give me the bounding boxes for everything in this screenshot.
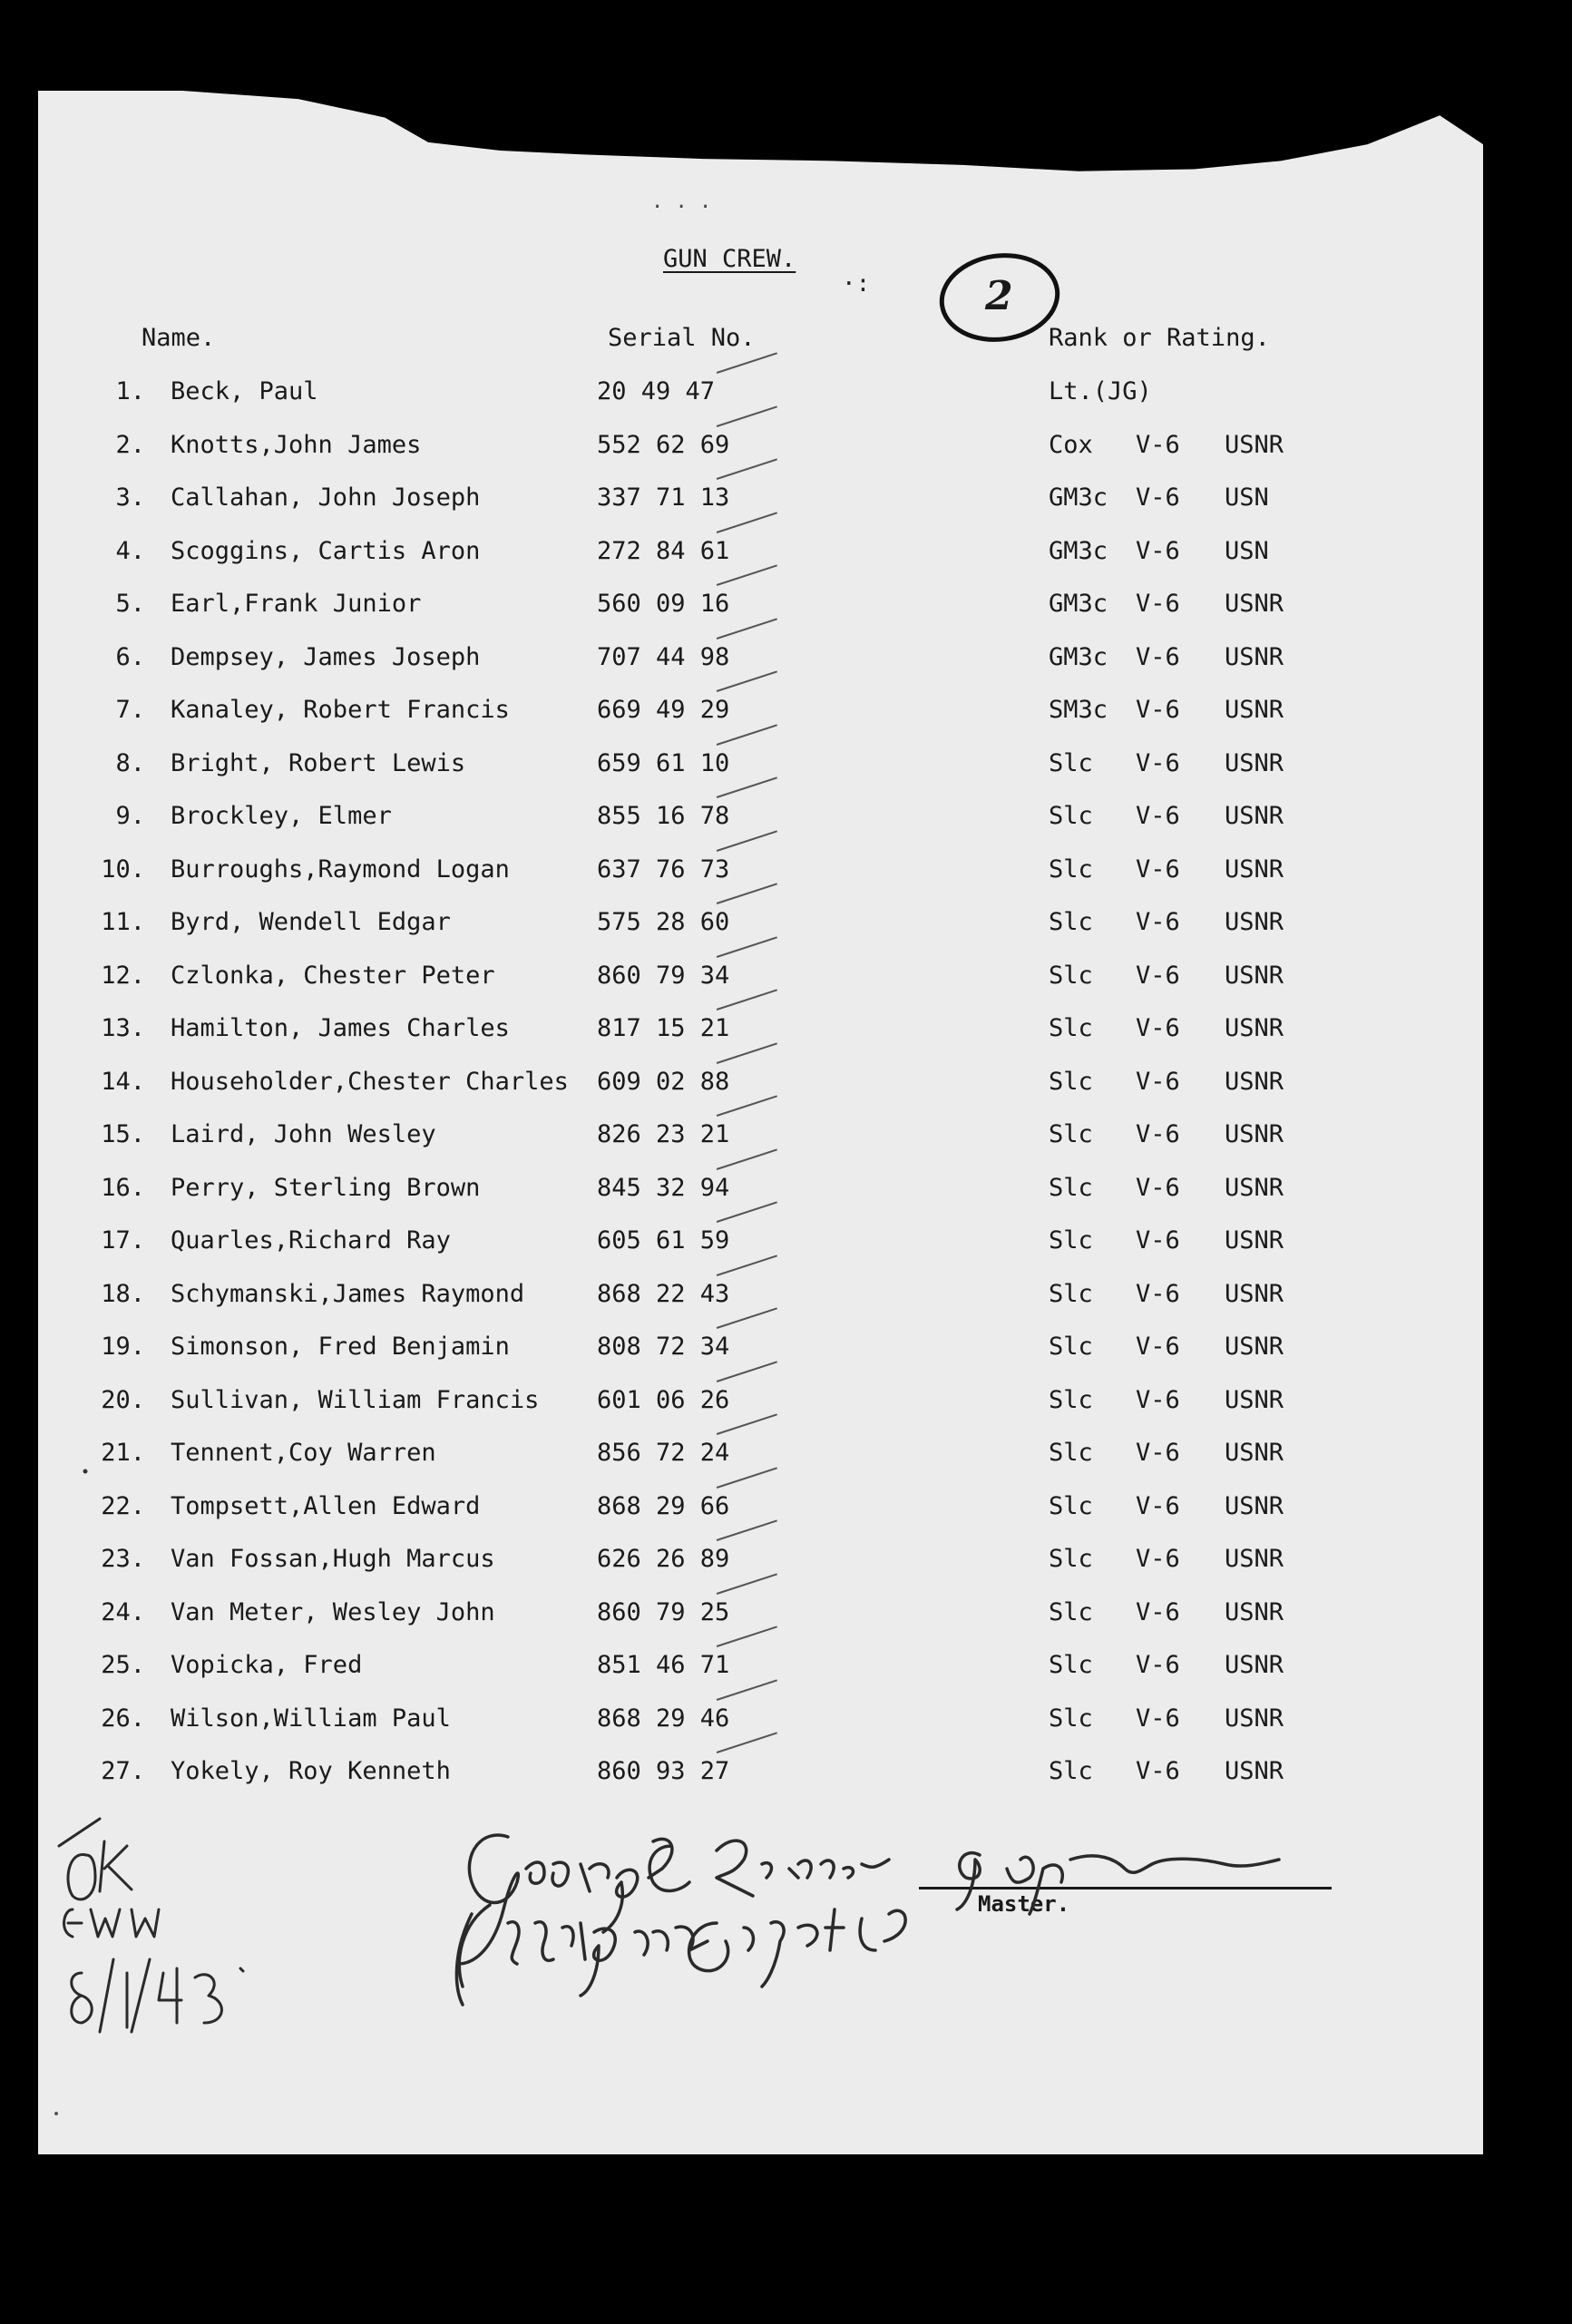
header-serial: Serial No. <box>608 324 756 352</box>
crew-class: V-6 <box>1136 1704 1180 1733</box>
margin-note-handwriting <box>59 1819 243 2032</box>
inspector-signature-line2 <box>456 1905 905 2005</box>
crew-service: USNR <box>1225 749 1284 777</box>
crew-service: USNR <box>1225 1651 1284 1679</box>
crew-rank: Slc <box>1049 1439 1093 1467</box>
crew-class: V-6 <box>1136 1280 1180 1308</box>
crew-number: 21. <box>101 1439 145 1467</box>
crew-class: V-6 <box>1136 908 1180 936</box>
crew-serial: 669 49 29 <box>597 696 730 724</box>
crew-rank: Slc <box>1049 1120 1093 1148</box>
crew-service: USNR <box>1225 908 1284 936</box>
crew-class: V-6 <box>1136 1545 1180 1573</box>
crew-rank: Lt.(JG) <box>1049 377 1152 405</box>
crew-class: V-6 <box>1136 855 1180 884</box>
crew-rank: Slc <box>1049 855 1093 884</box>
crew-number: 8. <box>115 749 145 777</box>
crew-name: Yokely, Roy Kenneth <box>171 1757 451 1785</box>
crew-number: 2. <box>115 431 145 459</box>
crew-name: Laird, John Wesley <box>171 1120 436 1148</box>
crew-name: Vopicka, Fred <box>171 1651 363 1679</box>
crew-rank: SM3c <box>1049 696 1108 724</box>
crew-number: 1. <box>115 377 145 405</box>
crew-number: 14. <box>101 1068 145 1096</box>
crew-rank: Slc <box>1049 1545 1093 1573</box>
crew-serial: 626 26 89 <box>597 1545 730 1573</box>
crew-serial: 856 72 24 <box>597 1439 730 1467</box>
crew-service: USNR <box>1225 643 1284 671</box>
crew-number: 23. <box>101 1545 145 1573</box>
crew-service: USNR <box>1225 962 1284 990</box>
crew-name: Householder,Chester Charles <box>171 1068 569 1096</box>
crew-number: 19. <box>101 1333 145 1361</box>
crew-serial: 560 09 16 <box>597 590 730 618</box>
crew-rank: Slc <box>1049 1014 1093 1042</box>
crew-number: 25. <box>101 1651 145 1679</box>
crew-name: Bright, Robert Lewis <box>171 749 466 777</box>
crew-class: V-6 <box>1136 696 1180 724</box>
crew-name: Tompsett,Allen Edward <box>171 1492 481 1520</box>
crew-class: V-6 <box>1136 1598 1180 1626</box>
crew-serial: 851 46 71 <box>597 1651 730 1679</box>
crew-name: Byrd, Wendell Edgar <box>171 908 451 936</box>
crew-rank: Slc <box>1049 1757 1093 1785</box>
document-title: GUN CREW. <box>663 245 796 273</box>
crew-service: USNR <box>1225 431 1284 459</box>
header-name: Name. <box>142 324 216 352</box>
stray-marks: ·: <box>842 270 871 298</box>
crew-number: 18. <box>101 1280 145 1308</box>
crew-class: V-6 <box>1136 643 1180 671</box>
crew-service: USN <box>1225 537 1269 565</box>
crew-name: Schymanski,James Raymond <box>171 1280 525 1308</box>
crew-number: 22. <box>101 1492 145 1520</box>
crew-class: V-6 <box>1136 749 1180 777</box>
crew-number: 3. <box>115 483 145 512</box>
crew-name: Perry, Sterling Brown <box>171 1174 481 1202</box>
crew-name: Van Meter, Wesley John <box>171 1598 495 1626</box>
crew-rank: Slc <box>1049 802 1093 830</box>
crew-serial: 609 02 88 <box>597 1068 730 1096</box>
crew-name: Simonson, Fred Benjamin <box>171 1333 510 1361</box>
crew-service: USNR <box>1225 1226 1284 1255</box>
crew-name: Knotts,John James <box>171 431 422 459</box>
crew-number: 17. <box>101 1226 145 1255</box>
crew-name: Tennent,Coy Warren <box>171 1439 436 1467</box>
crew-serial: 659 61 10 <box>597 749 730 777</box>
crew-class: V-6 <box>1136 962 1180 990</box>
crew-rank: Slc <box>1049 749 1093 777</box>
crew-service: USN <box>1225 483 1269 512</box>
crew-name: Beck, Paul <box>171 377 318 405</box>
crew-service: USNR <box>1225 1545 1284 1573</box>
crew-number: 10. <box>101 855 145 884</box>
crew-rank: Slc <box>1049 1280 1093 1308</box>
crew-name: Quarles,Richard Ray <box>171 1226 451 1255</box>
crew-number: 27. <box>101 1757 145 1785</box>
crew-number: 6. <box>115 643 145 671</box>
crew-name: Kanaley, Robert Francis <box>171 696 510 724</box>
crew-rank: GM3c <box>1049 590 1108 618</box>
crew-rank: GM3c <box>1049 643 1108 671</box>
crew-service: USNR <box>1225 1120 1284 1148</box>
crew-rank: GM3c <box>1049 537 1108 565</box>
crew-number: 5. <box>115 590 145 618</box>
crew-class: V-6 <box>1136 1439 1180 1467</box>
crew-serial: 552 62 69 <box>597 431 730 459</box>
crew-rank: Slc <box>1049 908 1093 936</box>
crew-service: USNR <box>1225 1280 1284 1308</box>
crew-number: 11. <box>101 908 145 936</box>
crew-name: Dempsey, James Joseph <box>171 643 481 671</box>
crew-serial: 20 49 47 <box>597 377 716 405</box>
crew-serial: 868 29 46 <box>597 1704 730 1733</box>
crew-class: V-6 <box>1136 802 1180 830</box>
crew-serial: 601 06 26 <box>597 1386 730 1414</box>
page-number: 2 <box>985 273 1013 319</box>
crew-rank: Slc <box>1049 962 1093 990</box>
crew-name: Czlonka, Chester Peter <box>171 962 495 990</box>
crew-number: 7. <box>115 696 145 724</box>
crew-service: USNR <box>1225 696 1284 724</box>
crew-number: 12. <box>101 962 145 990</box>
crew-name: Brockley, Elmer <box>171 802 392 830</box>
crew-number: 24. <box>101 1598 145 1626</box>
crew-serial: 868 29 66 <box>597 1492 730 1520</box>
crew-number: 20. <box>101 1386 145 1414</box>
crew-class: V-6 <box>1136 431 1180 459</box>
crew-rank: Slc <box>1049 1598 1093 1626</box>
crew-name: Van Fossan,Hugh Marcus <box>171 1545 495 1573</box>
crew-rank: Slc <box>1049 1651 1093 1679</box>
crew-rank: Slc <box>1049 1704 1093 1733</box>
crew-rank: Cox <box>1049 431 1093 459</box>
crew-number: 16. <box>101 1174 145 1202</box>
crew-rank: Slc <box>1049 1333 1093 1361</box>
crew-name: Scoggins, Cartis Aron <box>171 537 481 565</box>
crew-class: V-6 <box>1136 1333 1180 1361</box>
crew-class: V-6 <box>1136 1651 1180 1679</box>
crew-number: 4. <box>115 537 145 565</box>
crew-class: V-6 <box>1136 1068 1180 1096</box>
crew-name: Hamilton, James Charles <box>171 1014 510 1042</box>
crew-class: V-6 <box>1136 483 1180 512</box>
crew-service: USNR <box>1225 1598 1284 1626</box>
crew-serial: 575 28 60 <box>597 908 730 936</box>
crew-service: USNR <box>1225 590 1284 618</box>
crew-name: Sullivan, William Francis <box>171 1386 540 1414</box>
torn-header-fragment: · · · <box>651 196 712 219</box>
crew-service: USNR <box>1225 1386 1284 1414</box>
crew-number: 26. <box>101 1704 145 1733</box>
crew-serial: 817 15 21 <box>597 1014 730 1042</box>
crew-class: V-6 <box>1136 1014 1180 1042</box>
crew-service: USNR <box>1225 1014 1284 1042</box>
crew-class: V-6 <box>1136 1386 1180 1414</box>
crew-serial: 272 84 61 <box>597 537 730 565</box>
crew-name: Earl,Frank Junior <box>171 590 422 618</box>
crew-rank: Slc <box>1049 1226 1093 1255</box>
crew-service: USNR <box>1225 1492 1284 1520</box>
crew-service: USNR <box>1225 1757 1284 1785</box>
crew-rank: Slc <box>1049 1492 1093 1520</box>
crew-service: USNR <box>1225 1439 1284 1467</box>
crew-class: V-6 <box>1136 1226 1180 1255</box>
crew-rank: Slc <box>1049 1174 1093 1202</box>
crew-service: USNR <box>1225 1068 1284 1096</box>
crew-serial: 605 61 59 <box>597 1226 730 1255</box>
crew-name: Burroughs,Raymond Logan <box>171 855 510 884</box>
crew-serial: 637 76 73 <box>597 855 730 884</box>
crew-serial: 845 32 94 <box>597 1174 730 1202</box>
crew-serial: 337 71 13 <box>597 483 730 512</box>
crew-serial: 860 79 25 <box>597 1598 730 1626</box>
crew-serial: 860 93 27 <box>597 1757 730 1785</box>
crew-serial: 855 16 78 <box>597 802 730 830</box>
crew-number: 9. <box>115 802 145 830</box>
crew-class: V-6 <box>1136 590 1180 618</box>
crew-class: V-6 <box>1136 1757 1180 1785</box>
crew-serial: 707 44 98 <box>597 643 730 671</box>
crew-service: USNR <box>1225 855 1284 884</box>
crew-rank: Slc <box>1049 1068 1093 1096</box>
crew-rank: Slc <box>1049 1386 1093 1414</box>
master-label: Master. <box>978 1891 1070 1917</box>
crew-service: USNR <box>1225 1174 1284 1202</box>
crew-serial: 868 22 43 <box>597 1280 730 1308</box>
crew-serial: 860 79 34 <box>597 962 730 990</box>
inspector-signature-line1 <box>458 1835 889 1964</box>
crew-name: Callahan, John Joseph <box>171 483 481 512</box>
crew-rank: GM3c <box>1049 483 1108 512</box>
crew-number: 13. <box>101 1014 145 1042</box>
crew-number: 15. <box>101 1120 145 1148</box>
crew-class: V-6 <box>1136 1120 1180 1148</box>
crew-service: USNR <box>1225 1333 1284 1361</box>
crew-class: V-6 <box>1136 1174 1180 1202</box>
crew-class: V-6 <box>1136 1492 1180 1520</box>
header-rank: Rank or Rating. <box>1049 324 1270 352</box>
crew-service: USNR <box>1225 1704 1284 1733</box>
master-signature <box>957 1853 1279 1917</box>
crew-name: Wilson,William Paul <box>171 1704 451 1733</box>
crew-serial: 808 72 34 <box>597 1333 730 1361</box>
crew-serial: 826 23 21 <box>597 1120 730 1148</box>
crew-service: USNR <box>1225 802 1284 830</box>
crew-class: V-6 <box>1136 537 1180 565</box>
